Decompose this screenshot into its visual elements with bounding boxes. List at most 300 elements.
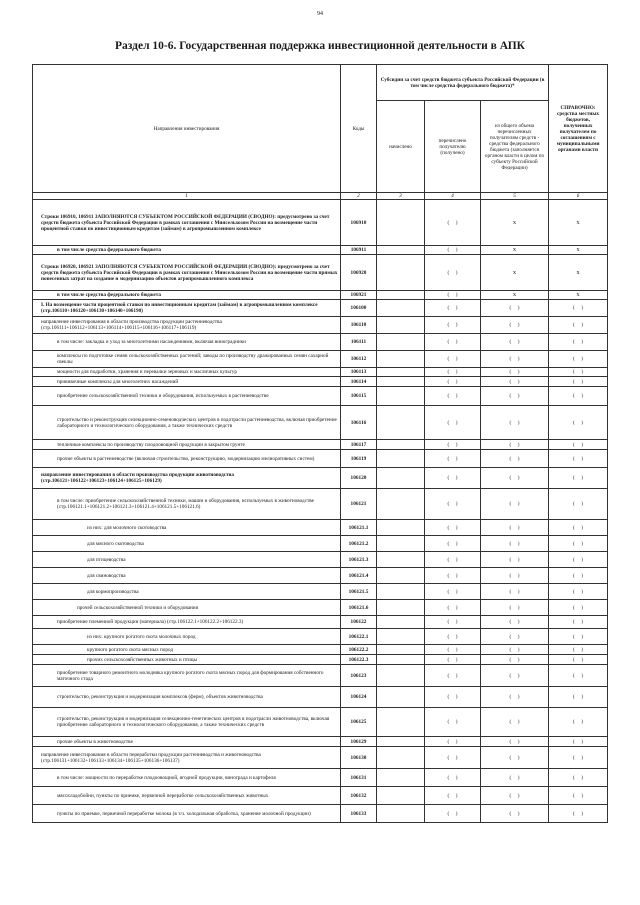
row-code: 106112 [341,351,377,368]
value-brackets: ( ) [447,694,458,700]
value-brackets: ( ) [573,369,583,375]
row-cell-c5[interactable] [481,317,549,334]
row-accrued-cell[interactable] [377,317,425,334]
row-cell-c5[interactable] [481,552,549,568]
row-cell-c4[interactable] [425,291,481,300]
row-cell-c4[interactable] [425,520,481,536]
row-cell-c4[interactable] [425,645,481,655]
row-cell-c4[interactable] [425,368,481,377]
row-direction-text: мощности для подработки, хранения и перевалки зерновых и масличных культур [33,368,341,377]
row-direction-text: из них: крупного рогатого скота молочных пород [33,629,341,645]
row-code: 106120 [341,468,377,489]
row-cell-c4[interactable] [425,200,481,246]
value-brackets: ( ) [573,774,583,781]
investment-support-table [32,64,608,823]
row-cell-c4[interactable] [425,655,481,665]
not-applicable-mark: x [512,291,517,298]
row-cell-c6[interactable] [549,737,608,747]
row-cell-c5[interactable] [481,406,549,440]
row-cell-c4[interactable] [425,440,481,450]
value-brackets: ( ) [447,393,458,399]
row-cell-c6[interactable] [549,368,608,377]
row-direction-text: пункты по приемке, первичной переработке молока (в т.ч. холодильная обработка, хранение молочной продукции) [33,805,341,823]
value-brackets: ( ) [447,619,458,625]
table-row [33,600,608,616]
index-cell: 3 [377,193,425,200]
table-row [33,351,608,368]
row-cell-c4[interactable] [425,300,481,317]
row-direction-text: в том числе: мощности по переработке плодоовощной, ягодной продукции, винограда и картофеля [33,769,341,787]
row-code: 106121.4 [341,568,377,584]
row-cell-c6[interactable] [549,747,608,769]
row-cell-c6[interactable] [549,468,608,489]
row-cell-c6[interactable] [549,536,608,552]
row-direction-text: направление инвестирования в области переработки продукции растениеводства и животноводства (стр.106131+106132+106133+106134+106135+106136+106137) [33,747,341,769]
row-cell-c4[interactable] [425,406,481,440]
value-brackets: ( ) [573,588,583,595]
row-cell-c5[interactable] [481,787,549,805]
row-code: 106122 [341,616,377,629]
row-cell-c4[interactable] [425,747,481,769]
row-cell-c6[interactable] [549,255,608,291]
table-row [33,468,608,489]
row-cell-c5[interactable] [481,351,549,368]
table-row [33,255,608,291]
row-accrued-cell[interactable] [377,665,425,687]
value-brackets: ( ) [573,646,583,653]
row-accrued-cell[interactable] [377,616,425,629]
row-code: 106121.5 [341,584,377,600]
row-cell-c4[interactable] [425,600,481,616]
value-brackets: ( ) [509,356,520,362]
value-brackets: ( ) [447,738,458,745]
row-direction-text: прочие объекты в животноводстве [33,737,341,747]
value-brackets: ( ) [447,810,458,817]
row-cell-c4[interactable] [425,334,481,351]
value-brackets: ( ) [447,339,458,345]
row-direction-text: прочей сельскохозяйственной техники и оборудования [33,600,341,616]
row-cell-c4[interactable] [425,616,481,629]
row-cell-c6[interactable] [549,708,608,737]
value-brackets: ( ) [447,305,458,311]
row-cell-c6[interactable] [549,520,608,536]
row-cell-c5[interactable] [481,616,549,629]
row-accrued-cell[interactable] [377,568,425,584]
value-brackets: ( ) [509,738,520,745]
header-codes: Коды [341,65,377,193]
value-brackets: ( ) [509,322,520,328]
row-cell-c6[interactable] [549,300,608,317]
table-row [33,300,608,317]
row-direction-text: комплексы по подготовке семян сельскохозяйственных растений; заводы по производству дражированных семян сахарной свеклы [33,351,341,368]
not-applicable-mark: x [512,246,517,253]
row-cell-c5[interactable] [481,368,549,377]
row-cell-c6[interactable] [549,334,608,351]
value-brackets: ( ) [447,269,458,276]
value-brackets: ( ) [447,247,458,253]
page-number: 94 [317,11,323,17]
row-direction-text: Строки 106920, 106921 ЗАПОЛНЯЮТСЯ СУБЪЕКТОМ РОССИЙСКОЙ ФЕДЕРАЦИИ (СВОДНО): предусмотрено за счет средств бюджета субъекта Российской Федерации в рамках соглашения с Минсельхозом России на возмещение части прямых понесенных затрат на создание и модернизацию объектов агропромышленного комплекса [33,255,341,291]
value-brackets: ( ) [573,792,583,799]
row-cell-c6[interactable] [549,687,608,708]
row-direction-text: Строки 106910, 106911 ЗАПОЛНЯЮТСЯ СУБЪЕКТОМ РОССИЙСКОЙ ФЕДЕРАЦИИ (СВОДНО): предусмотрено за счет средств бюджета субъекта Российской Федерации в рамках соглашения с Минсельхозом России на возмещение части процентной ставки по инвестиционным кредитам (займам) в агропромышленном комплексе [33,200,341,246]
value-brackets: ( ) [509,656,520,663]
row-direction-text: направление инвестирования в области производства продукции животноводства (стр.106121+106122+106123+106124+106125+106129) [33,468,341,489]
row-direction-text: для свиноводства [33,568,341,584]
row-code: 106921 [341,291,377,300]
row-cell-c6[interactable] [549,616,608,629]
row-cell-c6[interactable] [549,406,608,440]
value-brackets: ( ) [573,719,583,725]
row-direction-text: тепличные комплексы по производству плодоовощной продукции в закрытом грунте [33,440,341,450]
table-row [33,406,608,440]
row-cell-c4[interactable] [425,246,481,255]
row-cell-c5[interactable] [481,737,549,747]
row-cell-c6[interactable] [549,200,608,246]
row-cell-c4[interactable] [425,708,481,737]
row-accrued-cell[interactable] [377,377,425,387]
row-cell-c4[interactable] [425,536,481,552]
row-cell-c5[interactable] [481,291,549,300]
row-cell-c5[interactable] [481,377,549,387]
value-brackets: ( ) [509,619,520,625]
row-cell-c5[interactable] [481,440,549,450]
value-brackets: ( ) [573,339,583,345]
row-accrued-cell[interactable] [377,805,425,823]
row-accrued-cell[interactable] [377,687,425,708]
row-accrued-cell[interactable] [377,291,425,300]
header-reference: СПРАВОЧНО: средства местных бюджетов, полученных получателем по соглашениям с муниципальными органами власти [549,65,608,193]
value-brackets: ( ) [573,604,583,611]
row-cell-c4[interactable] [425,351,481,368]
row-cell-c5[interactable] [481,536,549,552]
value-brackets: ( ) [447,369,458,375]
value-brackets: ( ) [447,540,458,547]
row-cell-c6[interactable] [549,787,608,805]
not-applicable-mark: x [512,268,517,276]
row-cell-c5[interactable] [481,300,549,317]
row-accrued-cell[interactable] [377,489,425,520]
row-code: 106129 [341,737,377,747]
value-brackets: ( ) [573,672,583,679]
row-accrued-cell[interactable] [377,300,425,317]
row-code: 106131 [341,769,377,787]
row-accrued-cell[interactable] [377,387,425,406]
row-cell-c6[interactable] [549,645,608,655]
value-brackets: ( ) [447,588,458,595]
value-brackets: ( ) [573,455,583,462]
table-row [33,805,608,823]
value-brackets: ( ) [447,475,458,481]
index-cell: 5 [481,193,549,200]
row-cell-c4[interactable] [425,629,481,645]
table-row [33,769,608,787]
row-accrued-cell[interactable] [377,520,425,536]
row-cell-c4[interactable] [425,568,481,584]
value-brackets: ( ) [447,419,458,426]
row-cell-c5[interactable] [481,687,549,708]
row-direction-text: для мясного скотоводства [33,536,341,552]
row-cell-c5[interactable] [481,387,549,406]
row-cell-c5[interactable] [481,520,549,536]
row-accrued-cell[interactable] [377,255,425,291]
row-accrued-cell[interactable] [377,655,425,665]
row-cell-c6[interactable] [549,629,608,645]
row-accrued-cell[interactable] [377,406,425,440]
header-transferred: перечислено получателю (получено) [425,101,481,193]
row-code: 106122.2 [341,645,377,655]
row-code: 106121.3 [341,552,377,568]
value-brackets: ( ) [509,540,520,547]
table-row [33,568,608,584]
value-brackets: ( ) [509,556,520,563]
row-cell-c6[interactable] [549,489,608,520]
row-cell-c4[interactable] [425,584,481,600]
row-cell-c6[interactable] [549,317,608,334]
row-cell-c5[interactable] [481,450,549,468]
row-code: 106910 [341,200,377,246]
row-direction-text: приобретение товарного ремонтного молодняка крупного рогатого скота мясных пород для формирования собственного маточного стада [33,665,341,687]
index-cell: 6 [549,193,608,200]
value-brackets: ( ) [447,646,458,653]
value-brackets: ( ) [573,322,583,328]
row-cell-c6[interactable] [549,655,608,665]
value-brackets: ( ) [447,455,458,462]
row-cell-c4[interactable] [425,255,481,291]
row-code: 106911 [341,246,377,255]
row-direction-text: строительство, реконструкция и модернизация комплексов (ферм), объектов животноводства [33,687,341,708]
row-code: 106130 [341,747,377,769]
value-brackets: ( ) [447,378,458,385]
row-cell-c6[interactable] [549,568,608,584]
row-accrued-cell[interactable] [377,600,425,616]
row-cell-c5[interactable] [481,629,549,645]
row-cell-c6[interactable] [549,387,608,406]
row-accrued-cell[interactable] [377,769,425,787]
row-cell-c6[interactable] [549,440,608,450]
row-accrued-cell[interactable] [377,450,425,468]
row-cell-c4[interactable] [425,450,481,468]
row-cell-c5[interactable] [481,655,549,665]
value-brackets: ( ) [509,604,520,611]
value-brackets: ( ) [509,369,520,375]
row-accrued-cell[interactable] [377,787,425,805]
value-brackets: ( ) [447,672,458,679]
row-direction-text: строительство, реконструкция и модернизация селекционно-генетических центров в подотрасли животноводства, включая приобретение лабораторного и технологического оборудования, а также технических средств [33,708,341,737]
row-cell-c4[interactable] [425,805,481,823]
value-brackets: ( ) [509,694,520,700]
value-brackets: ( ) [447,604,458,611]
row-cell-c5[interactable] [481,665,549,687]
row-cell-c5[interactable] [481,805,549,823]
value-brackets: ( ) [509,441,520,448]
row-cell-c5[interactable] [481,334,549,351]
value-brackets: ( ) [573,524,583,531]
row-cell-c4[interactable] [425,377,481,387]
row-cell-c5[interactable] [481,200,549,246]
row-cell-c6[interactable] [549,377,608,387]
row-code: 106121.1 [341,520,377,536]
row-direction-text: прививочные комплексы для многолетних насаждений [33,377,341,387]
row-cell-c6[interactable] [549,805,608,823]
row-cell-c5[interactable] [481,568,549,584]
value-brackets: ( ) [447,356,458,362]
value-brackets: ( ) [509,572,520,579]
row-cell-c6[interactable] [549,584,608,600]
row-cell-c5[interactable] [481,255,549,291]
value-brackets: ( ) [573,393,583,399]
row-cell-c6[interactable] [549,450,608,468]
table-row [33,737,608,747]
row-code: 106115 [341,387,377,406]
value-brackets: ( ) [447,656,458,663]
not-applicable-mark: x [576,246,580,253]
row-cell-c4[interactable] [425,665,481,687]
row-accrued-cell[interactable] [377,584,425,600]
row-accrued-cell[interactable] [377,440,425,450]
row-cell-c5[interactable] [481,645,549,655]
row-code: 106132 [341,787,377,805]
value-brackets: ( ) [447,792,458,799]
row-cell-c6[interactable] [549,351,608,368]
table-row [33,450,608,468]
page-title: Раздел 10-6. Государственная поддержка инвестиционной деятельности в АПК [114,40,526,52]
table-row [33,787,608,805]
row-code: 106920 [341,255,377,291]
table-row [33,520,608,536]
table-row [33,387,608,406]
row-code: 106122.3 [341,655,377,665]
table-row [33,317,608,334]
value-brackets: ( ) [509,774,520,781]
row-cell-c4[interactable] [425,489,481,520]
row-code: 106121.2 [341,536,377,552]
row-direction-text: в том числе: приобретение сельскохозяйственной техники, машин и оборудования, используемых в животноводстве (стр.106121.1+106121.2+106121.3+106121.4+106121.5+106121.6) [33,489,341,520]
row-cell-c5[interactable] [481,468,549,489]
header-accrued: начислено [377,101,425,193]
value-brackets: ( ) [573,656,583,663]
row-cell-c6[interactable] [549,665,608,687]
row-accrued-cell[interactable] [377,200,425,246]
row-accrued-cell[interactable] [377,334,425,351]
table-row [33,200,608,246]
row-cell-c5[interactable] [481,708,549,737]
value-brackets: ( ) [509,501,520,507]
row-cell-c4[interactable] [425,787,481,805]
row-accrued-cell[interactable] [377,708,425,737]
row-code: 106125 [341,708,377,737]
row-cell-c6[interactable] [549,246,608,255]
table-row [33,377,608,387]
row-cell-c4[interactable] [425,687,481,708]
value-brackets: ( ) [447,524,458,531]
value-brackets: ( ) [509,475,520,481]
header-federal-share: из общего объема перечисленных получателям средств - средства федерального бюджета (заполняется органом власти в целом по субъекту Российской Федерации) [481,101,549,193]
row-code: 106110 [341,317,377,334]
value-brackets: ( ) [447,556,458,563]
row-cell-c4[interactable] [425,468,481,489]
row-cell-c5[interactable] [481,584,549,600]
not-applicable-mark: x [576,268,580,276]
value-brackets: ( ) [509,646,520,653]
row-cell-c5[interactable] [481,489,549,520]
row-cell-c4[interactable] [425,317,481,334]
value-brackets: ( ) [573,694,583,700]
row-cell-c4[interactable] [425,387,481,406]
value-brackets: ( ) [573,356,583,362]
table-row [33,665,608,687]
value-brackets: ( ) [573,441,583,448]
row-cell-c6[interactable] [549,769,608,787]
value-brackets: ( ) [573,810,583,817]
row-cell-c5[interactable] [481,769,549,787]
row-cell-c5[interactable] [481,600,549,616]
row-code: 106116 [341,406,377,440]
row-accrued-cell[interactable] [377,468,425,489]
value-brackets: ( ) [447,219,458,226]
row-code: 106122.1 [341,629,377,645]
row-direction-text: направление инвестирования в области производства продукции растениеводства (стр.106111+106112+106113+106114+106115+106116+106117+106119) [33,317,341,334]
row-accrued-cell[interactable] [377,629,425,645]
row-code: 106133 [341,805,377,823]
table-row [33,584,608,600]
value-brackets: ( ) [509,455,520,462]
row-cell-c4[interactable] [425,552,481,568]
index-cell: 1 [33,193,341,200]
value-brackets: ( ) [509,419,520,426]
value-brackets: ( ) [447,572,458,579]
value-brackets: ( ) [509,378,520,385]
table-row [33,747,608,769]
row-accrued-cell[interactable] [377,552,425,568]
value-brackets: ( ) [447,774,458,781]
row-cell-c6[interactable] [549,552,608,568]
row-cell-c5[interactable] [481,747,549,769]
value-brackets: ( ) [509,719,520,725]
row-accrued-cell[interactable] [377,536,425,552]
row-accrued-cell[interactable] [377,645,425,655]
row-accrued-cell[interactable] [377,351,425,368]
table-row [33,291,608,300]
not-applicable-mark: x [512,218,517,226]
row-direction-text: в том числе: закладка и уход за многолетними насаждениями, включая виноградники [33,334,341,351]
row-accrued-cell[interactable] [377,747,425,769]
row-cell-c5[interactable] [481,246,549,255]
table-row [33,687,608,708]
row-cell-c4[interactable] [425,737,481,747]
row-direction-text: I. На возмещение части процентной ставки по инвестиционным кредитам (займам) в агропромышленном комплексе (стр.106110+106120+106130+106140+106190) [33,300,341,317]
table-row [33,708,608,737]
row-direction-text: из них: для молочного скотоводства [33,520,341,536]
row-accrued-cell[interactable] [377,368,425,377]
value-brackets: ( ) [509,305,520,311]
row-cell-c4[interactable] [425,769,481,787]
row-code: 106117 [341,440,377,450]
value-brackets: ( ) [509,792,520,799]
row-cell-c6[interactable] [549,291,608,300]
header-direction: Направления инвестирования [33,65,341,193]
row-direction-text: прочих сельскохозяйственных животных и птицы [33,655,341,665]
row-accrued-cell[interactable] [377,246,425,255]
row-code: 106111 [341,334,377,351]
row-code: 106119 [341,450,377,468]
value-brackets: ( ) [573,619,583,625]
row-code: 106114 [341,377,377,387]
row-accrued-cell[interactable] [377,737,425,747]
row-direction-text: строительство и реконструкция селекционно-семеноводческих центров в подотрасли растениеводства, включая приобретение лабораторного и технологического оборудования, а также технических средств [33,406,341,440]
row-cell-c6[interactable] [549,600,608,616]
table-row [33,536,608,552]
